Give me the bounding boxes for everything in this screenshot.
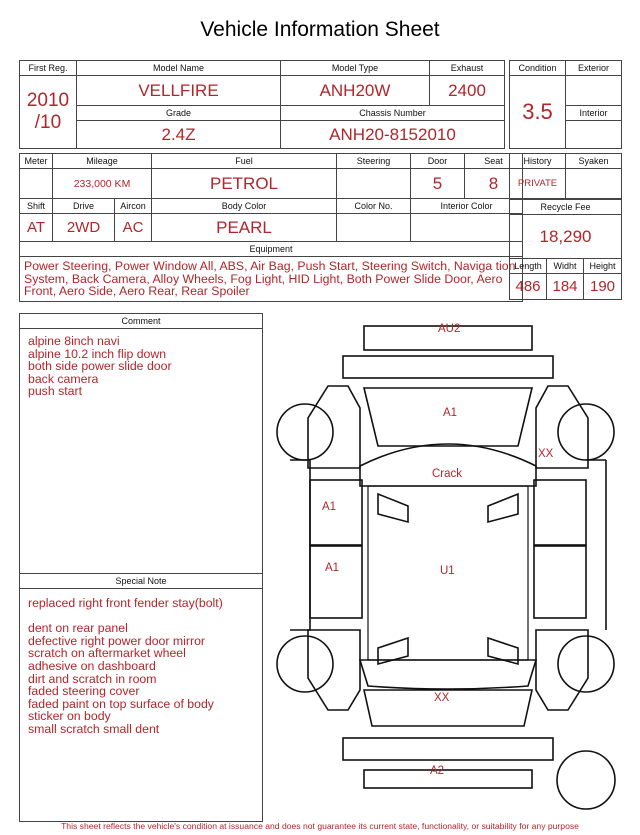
body-color-value: PEARL [152, 214, 337, 242]
interior-color-value [411, 214, 523, 242]
fuel-label: Fuel [152, 154, 337, 169]
front-grille-shape [343, 356, 553, 378]
exterior-value [566, 76, 622, 106]
recycle-table [509, 199, 622, 300]
meter-label: Meter [20, 154, 53, 169]
syaken-value [566, 169, 622, 199]
special-note-label: Special Note [20, 573, 262, 589]
left-rear-wheel-icon [277, 636, 333, 692]
notes-panel [19, 313, 263, 822]
seat-label: Seat [465, 154, 523, 169]
left-front-fender [308, 386, 360, 468]
width-label: Widht [547, 259, 584, 274]
right-front-door [534, 480, 586, 545]
door-value: 5 [411, 169, 465, 199]
length-label: Length [510, 259, 547, 274]
body-color-label: Body Color [152, 199, 337, 214]
syaken-label: Syaken [566, 154, 622, 169]
history-value: PRIVATE [510, 169, 566, 199]
color-no-value [337, 214, 411, 242]
rear-bumper-lower [364, 770, 532, 788]
equipment-label: Equipment [20, 242, 523, 257]
right-rear-door [534, 546, 586, 618]
equipment-value: Power Steering, Power Window All, ABS, Air Bag, Push Start, Steering Switch, Naviga tion System, Back Camera, Alloy Wheels, Fog Light, HID Light, Both Power Slide Door, Aero Front, Aero Side, Aero Rear, Rear Spoiler [20, 257, 523, 302]
right-rear-wheel-icon [558, 636, 614, 692]
color-no-label: Color No. [337, 199, 411, 214]
length-value: 486 [510, 274, 547, 300]
interior-label: Interior [566, 106, 622, 121]
first-reg-year: 2010 [26, 90, 70, 111]
mark-right-front-fender: XX [538, 448, 554, 460]
aircon-label: Aircon [115, 199, 152, 214]
mark-hood: A1 [443, 407, 458, 419]
mileage-value: 233,000 KM [53, 169, 152, 199]
comment-label: Comment [20, 314, 262, 329]
exhaust-label: Exhaust [430, 61, 505, 76]
drive-value: 2WD [53, 214, 115, 242]
exhaust-value: 2400 [430, 76, 505, 106]
vehicle-info-table [19, 60, 505, 149]
rear-bumper-upper [343, 738, 553, 760]
door-label: Door [411, 154, 465, 169]
model-name-value: VELLFIRE [77, 76, 281, 106]
mark-windshield: Crack [432, 468, 463, 480]
mark-left-front-door: A1 [322, 501, 337, 513]
chassis-label: Chassis Number [281, 106, 505, 121]
first-reg-month: /10 [34, 112, 62, 133]
chassis-value: ANH20-8152010 [281, 121, 505, 149]
steering-label: Steering [337, 154, 411, 169]
interior-value [566, 121, 622, 149]
right-rear-quarter [536, 630, 588, 710]
first-reg-label: First Reg. [20, 61, 77, 76]
aircon-value: AC [115, 214, 152, 242]
left-front-wheel-icon [277, 404, 333, 460]
width-value: 184 [547, 274, 584, 300]
height-value: 190 [584, 274, 622, 300]
right-front-wheel-icon [558, 404, 614, 460]
fuel-value: PETROL [152, 169, 337, 199]
sheet-title: Vehicle Information Sheet [200, 18, 440, 41]
car-damage-diagram [268, 318, 628, 816]
interior-color-label: Interior Color [411, 199, 523, 214]
model-type-label: Model Type [281, 61, 430, 76]
seat-value: 8 [465, 169, 523, 199]
history-table [509, 153, 622, 199]
right-a-pillar [488, 494, 518, 522]
spec-table [19, 153, 523, 302]
height-label: Height [584, 259, 622, 274]
exterior-label: Exterior [566, 61, 622, 76]
mark-roof: U1 [440, 565, 455, 577]
condition-score: 3.5 [510, 76, 566, 149]
disclaimer-footer: This sheet reflects the vehicle's condition at issuance and does not guarantee its current state, functionality, or suitability for any purpose [61, 821, 579, 831]
spare-wheel-icon [557, 751, 615, 809]
steering-value [337, 169, 411, 199]
comment-text: alpine 8inch navi alpine 10.2 inch flip down both side power slide door back camera push start [28, 334, 172, 399]
special-note-text: replaced right front fender stay(bolt) dent on rear panel defective right power door mirror scratch on aftermarket wheel adhesive on dashboard dirt and scratch in room faded steering cover faded paint on top surface of body sticker on body small scratch small dent [28, 596, 223, 736]
drive-label: Drive [53, 199, 115, 214]
mileage-label: Mileage [53, 154, 152, 169]
history-label: History [510, 154, 566, 169]
first-reg-value [20, 76, 77, 149]
meter-value [20, 169, 53, 199]
recycle-label: Recycle Fee [510, 200, 622, 215]
mark-front-bumper: AU2 [438, 323, 461, 335]
rear-window-shape [360, 660, 536, 689]
model-type-value: ANH20W [281, 76, 430, 106]
condition-label: Condition [510, 61, 566, 76]
shift-label: Shift [20, 199, 53, 214]
recycle-value: 18,290 [510, 215, 622, 259]
shift-value: AT [20, 214, 53, 242]
left-rear-quarter [308, 630, 360, 710]
mark-left-rear-door: A1 [325, 562, 340, 574]
mark-rear-gate: XX [434, 692, 450, 704]
left-side-strip [290, 460, 310, 630]
mark-rear-bumper: A2 [430, 765, 445, 777]
grade-label: Grade [77, 106, 281, 121]
left-rear-door [310, 546, 362, 618]
condition-table [509, 60, 622, 149]
grade-value: 2.4Z [77, 121, 281, 149]
left-a-pillar [378, 494, 408, 522]
model-name-label: Model Name [77, 61, 281, 76]
